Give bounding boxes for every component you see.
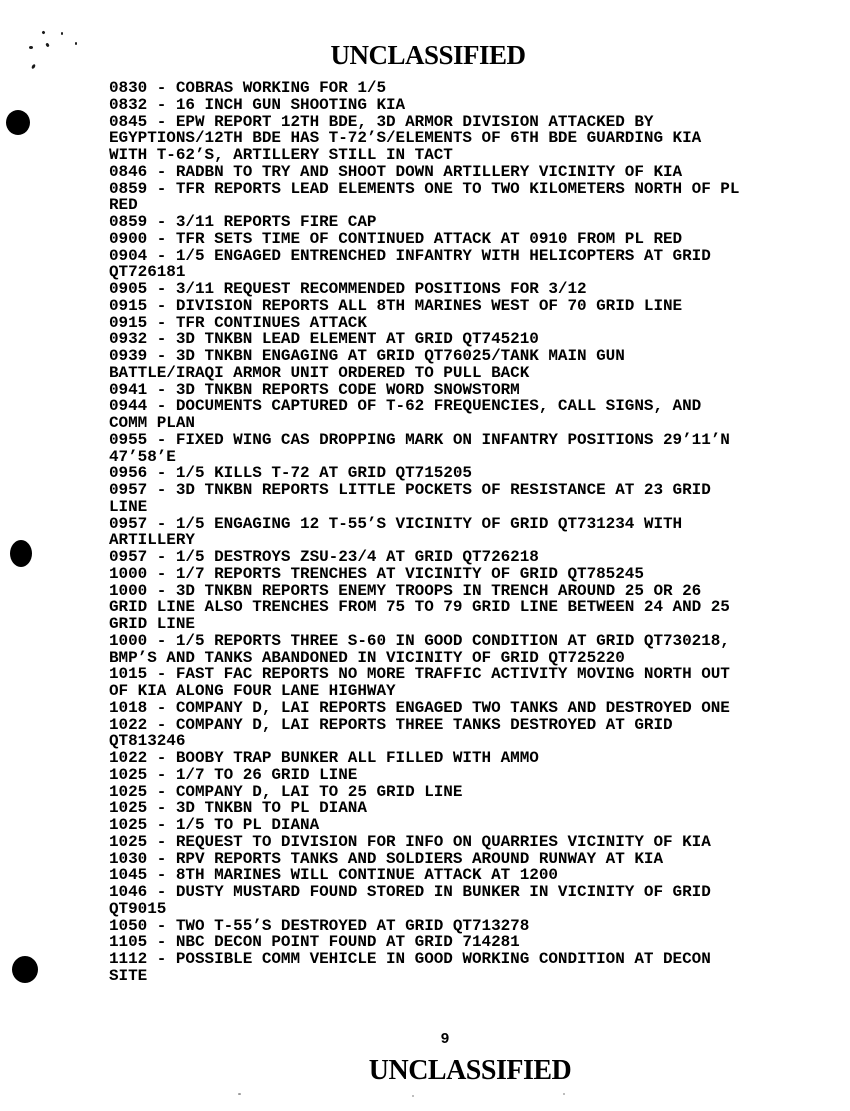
log-line: QT813246 xyxy=(109,732,186,751)
classification-footer: UNCLASSIFIED xyxy=(368,1055,572,1086)
log-line: 1050 - TWO T-55’S DESTROYED AT GRID QT713278 xyxy=(109,916,530,935)
log-line: RED xyxy=(109,196,138,215)
log-line: 1000 - 3D TNKBN REPORTS ENEMY TROOPS IN TRENCH AROUND 25 OR 26 xyxy=(109,581,702,600)
log-line: GRID LINE xyxy=(109,615,195,633)
log-line: 0915 - TFR CONTINUES ATTACK xyxy=(109,313,367,332)
log-line: 0932 - 3D TNKBN LEAD ELEMENT AT GRID QT745210 xyxy=(109,330,539,349)
log-line: BATTLE/IRAQI ARMOR UNIT ORDERED TO PULL BACK xyxy=(109,363,530,382)
log-line: 1025 - REQUEST TO DIVISION FOR INFO ON QUARRIES VICINITY OF KIA xyxy=(109,832,711,851)
log-line: LINE xyxy=(109,497,148,516)
log-line: 1015 - FAST FAC REPORTS NO MORE TRAFFIC ACTIVITY MOVING NORTH OUT xyxy=(109,665,730,684)
log-line: 0846 - RADBN TO TRY AND SHOOT DOWN ARTILLERY VICINITY OF KIA xyxy=(109,162,683,181)
log-line: 1018 - COMPANY D, LAI REPORTS ENGAGED TWO TANKS AND DESTROYED ONE xyxy=(109,698,730,717)
log-line: 0956 - 1/5 KILLS T-72 AT GRID QT715205 xyxy=(109,464,472,483)
log-line: 0859 - 3/11 REPORTS FIRE CAP xyxy=(109,213,377,231)
log-line: 1000 - 1/5 REPORTS THREE S-60 IN GOOD CONDITION AT GRID QT730218, xyxy=(109,631,730,650)
log-line: 1022 - BOOBY TRAP BUNKER ALL FILLED WITH AMMO xyxy=(109,749,539,767)
hole-punch-icon xyxy=(12,956,38,983)
scan-speck-icon xyxy=(412,1095,414,1097)
log-line: 1046 - DUSTY MUSTARD FOUND STORED IN BUNKER IN VICINITY OF GRID xyxy=(109,883,711,901)
log-line: ARTILLERY xyxy=(109,531,195,550)
log-line: 0832 - 16 INCH GUN SHOOTING KIA xyxy=(109,95,406,114)
log-line: 0941 - 3D TNKBN REPORTS CODE WORD SNOWSTORM xyxy=(109,380,520,399)
log-line: WITH T-62’S, ARTILLERY STILL IN TACT xyxy=(109,146,453,164)
log-line: SITE xyxy=(109,966,148,985)
log-line: GRID LINE ALSO TRENCHES FROM 75 TO 79 GRID LINE BETWEEN 24 AND 25 xyxy=(109,598,730,617)
log-line: 1022 - COMPANY D, LAI REPORTS THREE TANKS DESTROYED AT GRID xyxy=(109,715,673,734)
log-line: 1112 - POSSIBLE COMM VEHICLE IN GOOD WORKING CONDITION AT DECON xyxy=(109,950,711,968)
log-line: 0957 - 3D TNKBN REPORTS LITTLE POCKETS OF RESISTANCE AT 23 GRID xyxy=(109,481,711,499)
log-line: COMM PLAN xyxy=(109,414,195,432)
log-line: 0915 - DIVISION REPORTS ALL 8TH MARINES WEST OF 70 GRID LINE xyxy=(109,296,683,315)
log-line: 0830 - COBRAS WORKING FOR 1/5 xyxy=(109,79,386,97)
scan-speck-icon xyxy=(29,46,33,49)
log-line: 0900 - TFR SETS TIME OF CONTINUED ATTACK AT 0910 FROM PL RED xyxy=(109,229,683,248)
scan-speck-icon xyxy=(238,1093,241,1095)
log-line: 0944 - DOCUMENTS CAPTURED OF T-62 FREQUENCIES, CALL SIGNS, AND xyxy=(109,397,702,416)
event-log xyxy=(109,80,739,985)
log-line: 1000 - 1/7 REPORTS TRENCHES AT VICINITY OF GRID QT785245 xyxy=(109,564,644,583)
log-line: QT726181 xyxy=(109,263,186,282)
log-line: 0955 - FIXED WING CAS DROPPING MARK ON INFANTRY POSITIONS 29’11’N xyxy=(109,430,730,449)
log-line: OF KIA ALONG FOUR LANE HIGHWAY xyxy=(109,682,396,700)
log-line: 0957 - 1/5 DESTROYS ZSU-23/4 AT GRID QT726218 xyxy=(109,548,539,566)
scan-speck-icon xyxy=(61,32,63,35)
log-line: 0905 - 3/11 REQUEST RECOMMENDED POSITIONS FOR 3/12 xyxy=(109,280,587,298)
classification-header: UNCLASSIFIED xyxy=(330,40,526,70)
log-line: 0939 - 3D TNKBN ENGAGING AT GRID QT76025/TANK MAIN GUN xyxy=(109,347,625,365)
page-number: 9 xyxy=(440,1031,450,1048)
log-line: 0957 - 1/5 ENGAGING 12 T-55’S VICINITY OF GRID QT731234 WITH xyxy=(109,514,683,533)
log-line: 1105 - NBC DECON POINT FOUND AT GRID 714281 xyxy=(109,933,520,952)
log-line: 47’58’E xyxy=(109,447,176,466)
log-line: 1025 - COMPANY D, LAI TO 25 GRID LINE xyxy=(109,782,463,801)
log-line: 1025 - 1/5 TO PL DIANA xyxy=(109,816,320,834)
log-line: EGYPTIONS/12TH BDE HAS T-72’S/ELEMENTS OF 6TH BDE GUARDING KIA xyxy=(109,129,702,148)
log-line: 1030 - RPV REPORTS TANKS AND SOLDIERS AROUND RUNWAY AT KIA xyxy=(109,849,663,868)
log-line: 1025 - 1/7 TO 26 GRID LINE xyxy=(109,765,358,784)
log-line: 0859 - TFR REPORTS LEAD ELEMENTS ONE TO TWO KILOMETERS NORTH OF PL xyxy=(109,179,740,198)
log-line: 1025 - 3D TNKBN TO PL DIANA xyxy=(109,799,367,818)
scan-speck-icon xyxy=(75,42,77,45)
log-line: QT9015 xyxy=(109,899,167,918)
scan-speck-icon xyxy=(41,30,45,34)
log-line: 0845 - EPW REPORT 12TH BDE, 3D ARMOR DIVISION ATTACKED BY xyxy=(109,112,654,131)
hole-punch-icon xyxy=(10,540,32,567)
scan-speck-icon xyxy=(563,1093,565,1095)
hole-punch-icon xyxy=(6,110,30,135)
log-line: 1045 - 8TH MARINES WILL CONTINUE ATTACK AT 1200 xyxy=(109,866,558,885)
log-line: BMP’S AND TANKS ABANDONED IN VICINITY OF GRID QT725220 xyxy=(109,648,625,667)
log-line: 0904 - 1/5 ENGAGED ENTRENCHED INFANTRY WITH HELICOPTERS AT GRID xyxy=(109,246,711,265)
